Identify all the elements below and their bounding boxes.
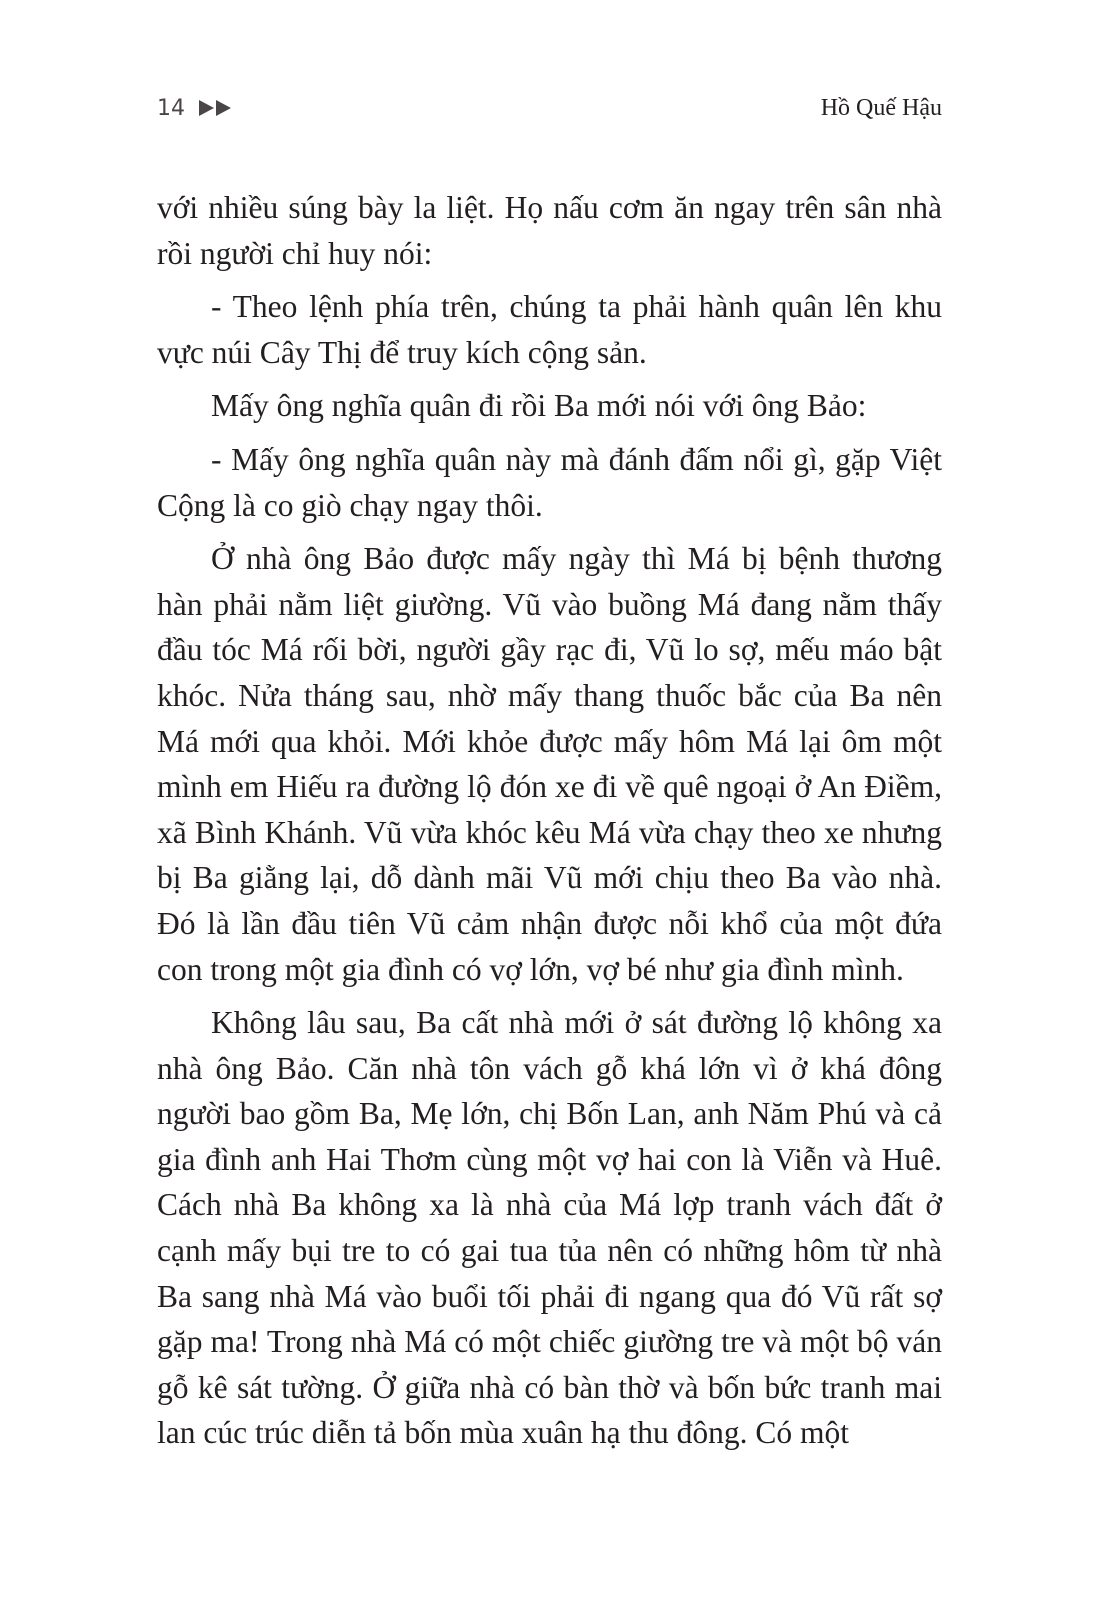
play-arrow-icon	[199, 100, 214, 116]
paragraph: Ở nhà ông Bảo được mấy ngày thì Má bị bệnh thương hàn phải nằm liệt giường. Vũ vào buồng Má đang nằm thấy đầu tóc Má rối bời, người gầy rạc đi, Vũ lo sợ, mếu máo bật khóc. Nửa tháng sau, nhờ mấy thang thuốc bắc của Ba nên Má mới qua khỏi. Mới khỏe được mấy hôm Má lại ôm một mình em Hiếu ra đường lộ đón xe đi về quê ngoại ở An Điềm, xã Bình Khánh. Vũ vừa khóc kêu Má vừa chạy theo xe nhưng bị Ba giằng lại, dỗ dành mãi Vũ mới chịu theo Ba vào nhà. Đó là lần đầu tiên Vũ cảm nhận được nỗi khổ của một đứa con trong một gia đình có vợ lớn, vợ bé như gia đình mình.	[157, 541, 942, 987]
paragraph: - Theo lệnh phía trên, chúng ta phải hành quân lên khu vực núi Cây Thị để truy kích cộng sản.	[157, 289, 942, 370]
page-body	[157, 185, 942, 1464]
page-number: 14	[157, 95, 185, 121]
play-arrow-icon	[216, 100, 231, 116]
paragraph: Không lâu sau, Ba cất nhà mới ở sát đường lộ không xa nhà ông Bảo. Căn nhà tôn vách gỗ khá lớn vì ở khá đông người bao gồm Ba, Mẹ lớn, chị Bốn Lan, anh Năm Phú và cả gia đình anh Hai Thơm cùng một vợ hai con là Viễn và Huê. Cách nhà Ba không xa là nhà của Má lợp tranh vách đất ở cạnh mấy bụi tre to có gai tua tủa nên có những hôm từ nhà Ba sang nhà Má vào buổi tối phải đi ngang qua đó Vũ rất sợ gặp ma! Trong nhà Má có một chiếc giường tre và một bộ ván gỗ kê sát tường. Ở giữa nhà có bàn thờ và bốn bức tranh mai lan cúc trúc diễn tả bốn mùa xuân hạ thu đông. Có một	[157, 1005, 942, 1451]
page-number-group	[157, 96, 231, 121]
paragraph: với nhiều súng bày la liệt. Họ nấu cơm ăn ngay trên sân nhà rồi người chỉ huy nói:	[157, 190, 942, 271]
running-head-author: Hồ Quế Hậu	[820, 94, 942, 121]
paragraph: Mấy ông nghĩa quân đi rồi Ba mới nói với ông Bảo:	[211, 388, 867, 424]
page-header	[157, 88, 942, 128]
arrow-group	[199, 100, 231, 116]
paragraph: - Mấy ông nghĩa quân này mà đánh đấm nổi gì, gặp Việt Cộng là co giò chạy ngay thôi.	[157, 441, 942, 523]
